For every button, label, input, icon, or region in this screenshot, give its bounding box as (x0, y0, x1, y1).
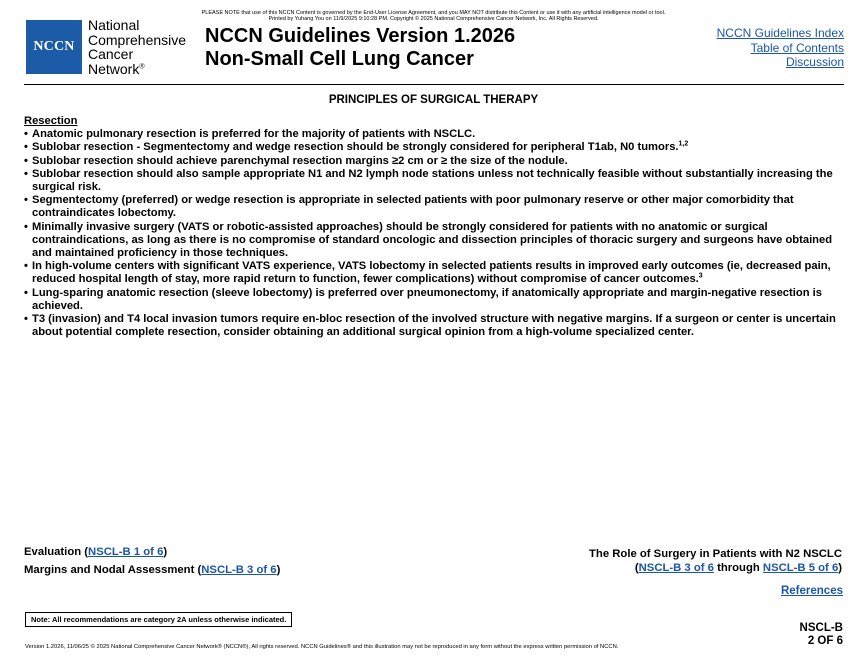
bullet-text: Sublobar resection - Segmentectomy and wedge resection should be strongly considered for peripheral T1ab, N0 tumors. (32, 141, 679, 154)
bullet-text: T3 (invasion) and T4 local invasion tumors require en-bloc resection of the involved structure with negative margins. If a surgeon or center is uncertain about potential complete resection, consider obtaining an additional surgical opinion from a high-volume specialized center. (32, 313, 836, 339)
print-notice: Printed by Yuhang You on 11/9/2025 9:10:28 PM. Copyright © 2025 National Comprehensive Cancer Network, Inc. All Rights Reserved. (268, 16, 599, 22)
header-divider (24, 84, 844, 85)
org-line-1: National (88, 17, 140, 33)
logo-text: NCCN (33, 39, 75, 54)
paren-open: ( (634, 562, 639, 574)
paren-close: ) (276, 564, 281, 576)
margins-crossref (24, 561, 280, 579)
table-of-contents-link[interactable]: Table of Contents (750, 40, 844, 55)
list-item (24, 141, 846, 154)
organization-name (88, 18, 186, 76)
n2-role-link-start[interactable]: NSCL-B 3 of 6 (638, 562, 714, 574)
evaluation-crossref (24, 543, 280, 561)
footer-crossrefs (24, 543, 280, 579)
guidelines-index-link[interactable]: NCCN Guidelines Index (716, 26, 844, 40)
evaluation-label: Evaluation ( (24, 546, 89, 558)
paren-close: ) (163, 546, 168, 558)
license-notice: PLEASE NOTE that use of this NCCN Content is governed by the End-User License Agreement, and you MAY NOT distribute this Content or use it with any artificial intelligence model or tool. (201, 10, 666, 16)
page-code: NSCL-B (799, 622, 843, 634)
resection-heading: Resection (24, 115, 78, 127)
resection-list (24, 128, 846, 339)
list-item (24, 287, 846, 313)
footnote-ref: 3 (698, 272, 703, 280)
through-text: through (713, 562, 763, 574)
page-number: 2 OF 6 (807, 635, 843, 647)
category-note: Note: All recommendations are category 2A unless otherwise indicated. (25, 612, 292, 627)
bullet-text: Lung-sparing anatomic resection (sleeve lobectomy) is preferred over pneumonectomy, if anatomically appropriate and margin-negative resection is achieved. (32, 286, 822, 312)
registered-mark: ® (139, 62, 145, 70)
org-line-4 (88, 62, 186, 77)
n2-role-title: The Role of Surgery in Patients with N2 NSCLC (589, 548, 842, 560)
margins-link[interactable]: NSCL-B 3 of 6 (201, 564, 277, 576)
nccn-logo (26, 20, 82, 74)
guideline-version-title: NCCN Guidelines Version 1.2026 (205, 25, 516, 47)
bullet-text: In high-volume centers with significant VATS experience, VATS lobectomy in selected patients results in improved early outcomes (ie, decreased pain, reduced hospital length of stay, more rapid return to function, fewer complications) without compromise of cancer outcomes. (32, 260, 831, 286)
evaluation-link[interactable]: NSCL-B 1 of 6 (88, 546, 164, 558)
paren-close: ) (838, 562, 842, 574)
footnote-ref: 1,2 (678, 140, 689, 148)
header-nav (717, 26, 844, 70)
list-item (24, 128, 846, 141)
guideline-subtitle: Non-Small Cell Lung Cancer (205, 48, 474, 70)
bullet-text: Anatomic pulmonary resection is preferred for the majority of patients with NSCLC. (32, 128, 476, 141)
page-identifier (800, 622, 843, 648)
org-line-4-text: Network (88, 60, 140, 77)
section-title: PRINCIPLES OF SURGICAL THERAPY (328, 94, 539, 106)
n2-role-links (589, 561, 842, 575)
margins-label: Margins and Nodal Assessment ( (24, 564, 202, 576)
list-item (24, 313, 846, 339)
n2-role-crossref (589, 547, 842, 575)
copyright-line: Version 1.2026, 11/06/25 © 2025 National Comprehensive Cancer Network® (NCCN®), All rights reserved. NCCN Guidelines® and this illustration may not be reproduced in any form without the express written permission of NCCN. (25, 644, 619, 650)
list-item (24, 155, 846, 168)
list-item (24, 260, 846, 286)
bullet-text: Segmentectomy (preferred) or wedge resection is appropriate in selected patients with poor pulmonary reserve or other major comorbidity that contraindicates lobectomy. (32, 194, 794, 220)
list-item (24, 194, 846, 220)
n2-role-link-end[interactable]: NSCL-B 5 of 6 (762, 562, 839, 574)
bullet-text: Sublobar resection should achieve parenchymal resection margins ≥2 cm or ≥ the size of the nodule. (32, 154, 568, 167)
org-line-3: Cancer (88, 46, 134, 62)
bullet-text: Minimally invasive surgery (VATS or robotic-assisted approaches) should be strongly considered for patients with no anatomic or surgical contraindications, as long as there is no compromise of standard oncologic and dissection principles of thoracic surgery and surgeons have obtained and maintained proficiency in those techniques. (32, 220, 833, 260)
org-line-2: Comprehensive (88, 31, 187, 48)
references-link[interactable]: References (780, 585, 843, 597)
list-item (24, 221, 846, 261)
discussion-link[interactable]: Discussion (785, 55, 844, 69)
bullet-text: Sublobar resection should also sample appropriate N1 and N2 lymph node stations unless not technically feasible without substantially increasing the surgical risk. (32, 167, 833, 194)
resection-content (24, 115, 846, 339)
list-item (24, 168, 846, 194)
